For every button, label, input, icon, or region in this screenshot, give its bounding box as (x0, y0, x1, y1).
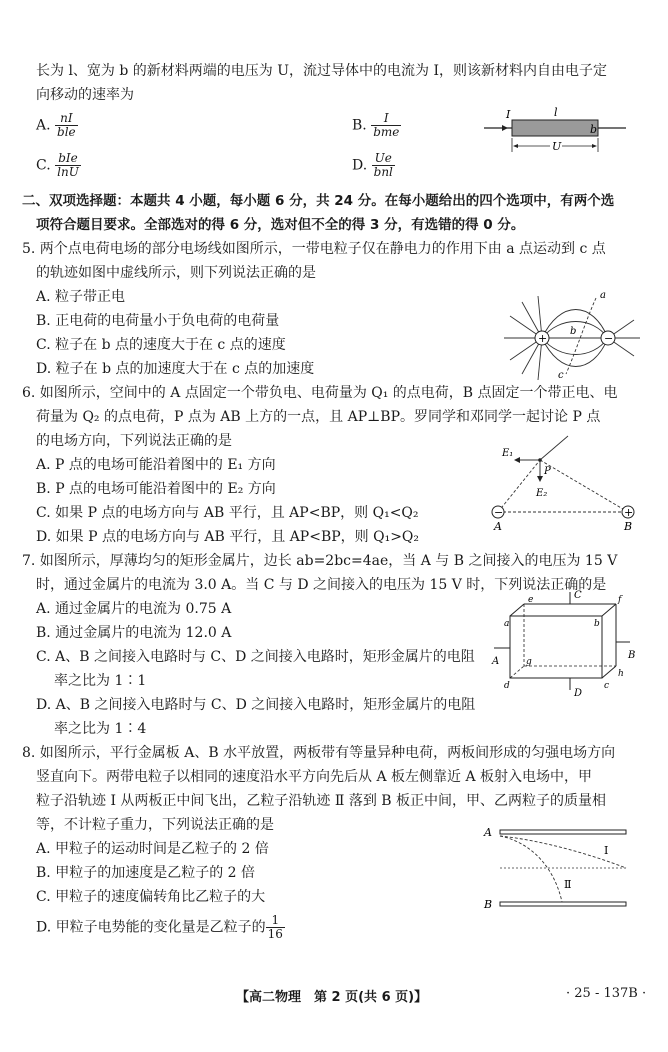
q8-option-b[interactable]: B. 甲粒子的加速度是乙粒子的 2 倍 (36, 865, 255, 881)
q6-line1: 6. 如图所示，空间中的 A 点固定一个带负电、电荷量为 Q₁ 的点电荷，B 点固定一个带正电、电 (22, 385, 618, 401)
q6-triangle-figure (488, 442, 638, 533)
q6-label-P: P (544, 466, 551, 477)
q7-metal-sheet-figure (490, 590, 640, 700)
q8-option-c[interactable]: C. 甲粒子的速度偏转角比乙粒子的大 (36, 889, 266, 905)
q4-option-b[interactable]: B. $\frac{I}{\text{bme}}$ (352, 111, 400, 139)
q5-label-c: c (558, 370, 564, 381)
q7-option-d-line1[interactable]: D. A、B 之间接入电路时与 C、D 之间接入电路时，矩形金属片的电阻 (36, 697, 476, 713)
q8-option-d[interactable]: D. 甲粒子电势能的变化量是乙粒子的 $\frac{1}{16}$ (36, 913, 283, 941)
q4-label-I: I (506, 108, 511, 121)
q7-line1: 7. 如图所示，厚薄均匀的矩形金属片，边长 ab=2bc=4ae，当 A 与 B 之间接入的电压为 15 V (22, 553, 618, 569)
q7-label-g: g (526, 657, 532, 667)
q5-option-a[interactable]: A. 粒子带正电 (36, 289, 126, 305)
q4-line2: 向移动的速率为 (36, 87, 134, 103)
q5-option-b[interactable]: B. 正电荷的电荷量小于负电荷的电荷量 (36, 313, 280, 329)
q5-label-a: a (600, 290, 606, 301)
q5-label-b: b (570, 326, 577, 337)
q8-option-a[interactable]: A. 甲粒子的运动时间是乙粒子的 2 倍 (36, 841, 269, 857)
q8-line2: 竖直向下。两带电粒子以相同的速度沿水平方向先后从 A 板左侧靠近 A 板射入电场中，甲 (36, 769, 593, 785)
q7-label-D: D (574, 688, 583, 699)
q4-line1: 长为 l、宽为 b 的新材料两端的电压为 U，流过导体中的电流为 I，则该新材料内自由电子定 (36, 63, 608, 79)
q4-label-l: l (554, 106, 558, 119)
q7-option-c-line2: 率之比为 1∶1 (54, 673, 147, 689)
q7-label-B: B (628, 650, 636, 661)
q6-label-E1: E₁ (502, 448, 514, 459)
q6-label-B: B (624, 520, 633, 533)
q6-option-a[interactable]: A. P 点的电场可能沿着图中的 E₁ 方向 (36, 457, 276, 473)
q8-label-II: Ⅱ (564, 878, 572, 891)
q6-option-d[interactable]: D. 如果 P 点的电场方向与 AB 平行，且 AP<BP，则 Q₁>Q₂ (36, 529, 420, 545)
q5-minus-charge: − (604, 332, 614, 345)
q6-option-c[interactable]: C. 如果 P 点的电场方向与 AB 平行，且 AP<BP，则 Q₁<Q₂ (36, 505, 419, 521)
q7-label-b: b (594, 619, 600, 629)
q6-plus-charge: + (624, 506, 634, 519)
q6-line2: 荷量为 Q₂ 的点电荷，P 点为 AB 上方的一点，且 AP⊥BP。罗同学和邓同学一起讨论 P 点 (36, 409, 601, 425)
q6-label-A: A (494, 520, 502, 533)
q7-option-d-line2: 率之比为 1∶4 (54, 721, 147, 737)
footer-page-info: 【高二物理 第 2 页(共 6 页)】 (236, 990, 428, 1005)
section2-heading-line2: 项符合题目要求。全部选对的得 6 分，选对但不全的得 3 分，有选错的得 0 分。 (36, 217, 525, 233)
q6-minus-charge: − (494, 506, 504, 519)
q7-option-a[interactable]: A. 通过金属片的电流为 0.75 A (36, 601, 232, 617)
q7-label-c: c (604, 681, 610, 691)
q5-field-figure (500, 290, 650, 382)
q8-label-A: A (484, 826, 492, 839)
q5-line2: 的轨迹如图中虚线所示，则下列说法正确的是 (36, 265, 316, 281)
q4-option-a[interactable]: A. $\frac{nI}{\text{blе}}$ (36, 111, 76, 139)
q7-label-e: e (528, 595, 534, 605)
q7-label-h: h (618, 669, 624, 679)
q5-option-d[interactable]: D. 粒子在 b 点的加速度大于在 c 点的加速度 (36, 361, 315, 377)
q6-label-E2: E₂ (536, 488, 548, 499)
q5-line1: 5. 两个点电荷电场的部分电场线如图所示，一带电粒子仅在静电力的作用下由 a 点运动到 c 点 (22, 241, 606, 257)
q4-conductor-figure (480, 106, 630, 156)
section2-heading-line1: 二、双项选择题：本题共 4 小题，每小题 6 分，共 24 分。在每小题给出的四个选项中，有两个选 (22, 193, 615, 209)
q4-option-d[interactable]: D. $\frac{Ue}{\text{bnl}}$ (352, 151, 393, 179)
q7-option-c-line1[interactable]: C. A、B 之间接入电路时与 C、D 之间接入电路时，矩形金属片的电阻 (36, 649, 475, 665)
q7-label-d: d (504, 681, 510, 691)
q6-option-b[interactable]: B. P 点的电场可能沿着图中的 E₂ 方向 (36, 481, 276, 497)
q7-label-A: A (492, 656, 500, 667)
q4-label-U: U (552, 140, 562, 153)
q5-option-c[interactable]: C. 粒子在 b 点的速度大于在 c 点的速度 (36, 337, 286, 353)
q6-line3: 的电场方向，下列说法正确的是 (36, 433, 232, 449)
q4-label-b: b (590, 123, 598, 136)
q8-line3: 粒子沿轨迹 Ⅰ 从两板正中间飞出，乙粒子沿轨迹 Ⅱ 落到 B 板正中间，甲、乙两粒子的质量相 (36, 793, 607, 809)
q7-label-a: a (504, 619, 510, 629)
q4-option-c[interactable]: C. $\frac{\text{bIe}}{\ln U}$ (36, 151, 79, 179)
q8-line1: 8. 如图所示，平行金属板 A、B 水平放置，两板带有等量异种电荷，两板间形成的匀强电场方向 (22, 745, 616, 761)
q8-parallel-plates-figure (480, 822, 640, 912)
q7-label-f: f (618, 595, 622, 605)
q7-option-b[interactable]: B. 通过金属片的电流为 12.0 A (36, 625, 232, 641)
q7-line2: 时，通过金属片的电流为 3.0 A。当 C 与 D 之间接入的电压为 15 V 时，下列说法正确的是 (36, 577, 607, 593)
q5-plus-charge: + (538, 332, 548, 345)
footer-code: · 25 - 137B · (566, 986, 647, 1001)
q8-label-I: Ⅰ (604, 844, 609, 857)
q8-label-B: B (484, 898, 493, 911)
q7-label-C: C (574, 590, 582, 601)
q8-line4: 等，不计粒子重力，下列说法正确的是 (36, 817, 274, 833)
